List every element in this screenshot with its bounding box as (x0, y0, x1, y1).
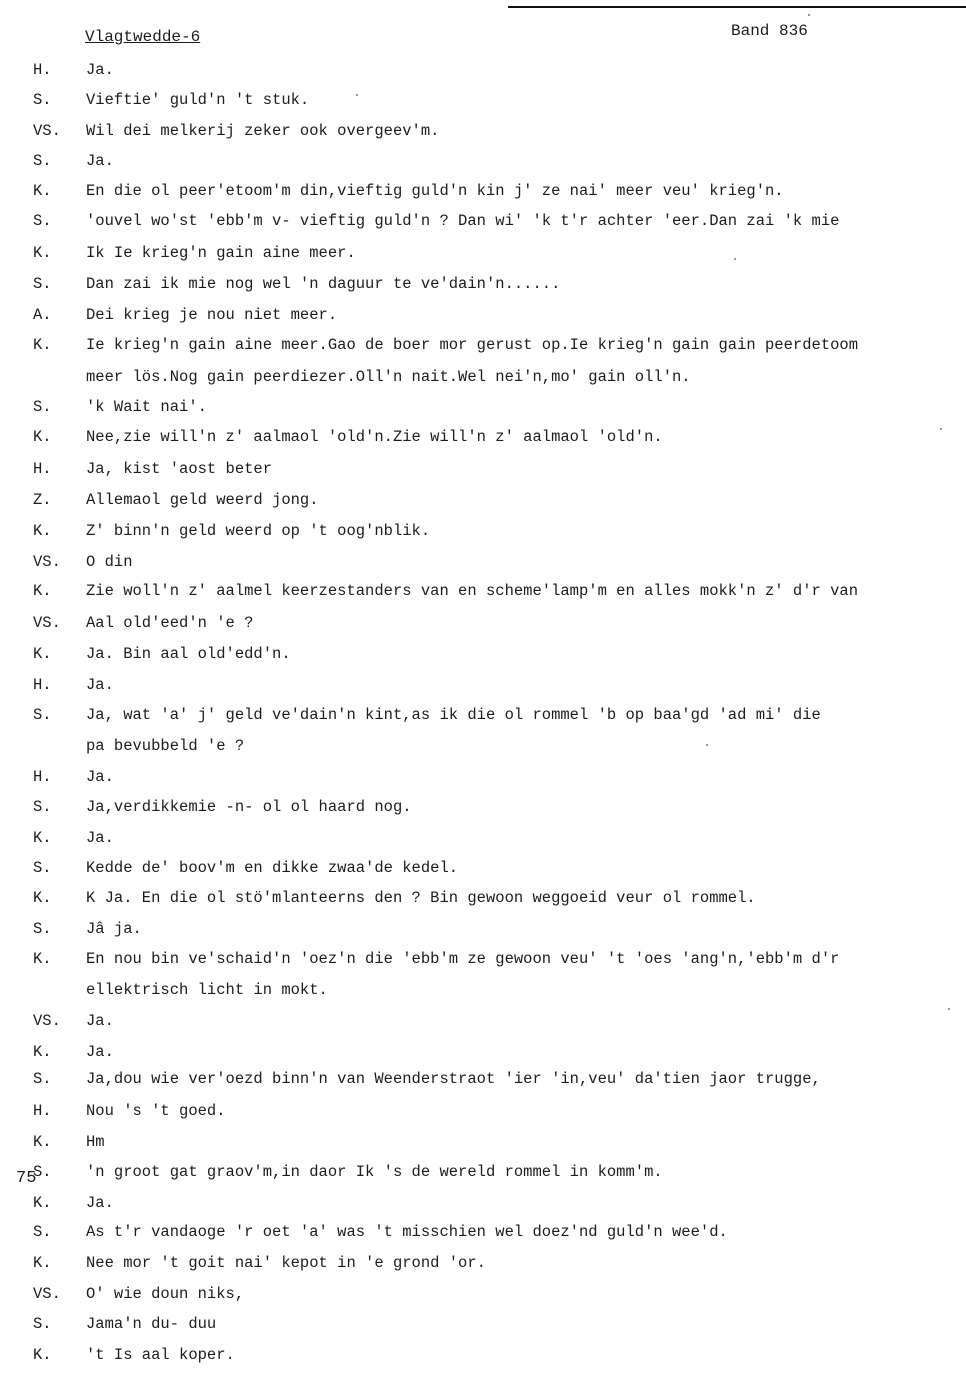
speaker-label: K. (33, 582, 52, 600)
utterance-text: Nee mor 't goit nai' kepot in 'e grond 'or. (86, 1254, 486, 1272)
speaker-label: VS. (33, 614, 61, 632)
speaker-label: K. (33, 1194, 52, 1212)
speaker-label: K. (33, 428, 52, 446)
utterance-text: 't Is aal koper. (86, 1346, 235, 1364)
speaker-label: H. (33, 676, 52, 694)
continuation-line: pa bevubbeld 'e ? (86, 737, 245, 755)
utterance-text: O din (86, 553, 133, 571)
utterance-text: Nou 's 't goed. (86, 1102, 226, 1120)
utterance-text: En nou bin ve'schaid'n 'oez'n die 'ebb'm ze gewoon veu' 't 'oes 'ang'n,'ebb'm d'r (86, 950, 840, 968)
speck (948, 1008, 950, 1010)
speaker-label: H. (33, 768, 52, 786)
speaker-label: K. (33, 522, 52, 540)
utterance-text: Ja. (86, 768, 114, 786)
speaker-label: S. (33, 91, 52, 109)
speaker-label: K. (33, 1133, 52, 1151)
utterance-text: Zie woll'n z' aalmel keerzestanders van en scheme'lamp'm en alles mokk'n z' d'r van (86, 582, 859, 600)
speaker-label: S. (33, 706, 52, 724)
speaker-label: A. (33, 306, 52, 324)
speaker-label: S. (33, 275, 52, 293)
utterance-text: Ja. Bin aal old'edd'n. (86, 645, 291, 663)
continuation-line: meer lös.Nog gain peerdiezer.Oll'n nait.Wel nei'n,mo' gain oll'n. (86, 368, 691, 386)
utterance-text: Ie krieg'n gain aine meer.Gao de boer mor gerust op.Ie krieg'n gain gain peerdetoom (86, 336, 859, 354)
top-rule (508, 6, 966, 8)
utterance-text: Ja, wat 'a' j' geld ve'dain'n kint,as ik die ol rommel 'b op baa'gd 'ad mi' die (86, 706, 821, 724)
utterance-text: Kedde de' boov'm en dikke zwaa'de kedel. (86, 859, 459, 877)
utterance-text: Ja. (86, 1043, 114, 1061)
continuation-line: ellektrisch licht in mokt. (86, 981, 328, 999)
speaker-label: K. (33, 1254, 52, 1272)
speaker-label: S. (33, 152, 52, 170)
speaker-label: S. (33, 398, 52, 416)
utterance-text: Ja. (86, 61, 114, 79)
utterance-text: Jâ ja. (86, 920, 142, 938)
document-title: Vlagtwedde-6 (85, 28, 201, 46)
band-number: Band 836 (731, 22, 808, 40)
speaker-label: K. (33, 1043, 52, 1061)
utterance-text: As t'r vandaoge 'r oet 'a' was 't misschien wel doez'nd guld'n wee'd. (86, 1223, 728, 1241)
utterance-text: Hm (86, 1133, 105, 1151)
utterance-text: Ja, kist 'aost beter (86, 460, 273, 478)
speck (940, 428, 942, 430)
speaker-label: K. (33, 829, 52, 847)
speaker-label: VS. (33, 1285, 61, 1303)
utterance-text: Ja,dou wie ver'oezd binn'n van Weenderstraot 'ier 'in,veu' da'tien jaor trugge, (86, 1070, 821, 1088)
utterance-text: Z' binn'n geld weerd op 't oog'nblik. (86, 522, 431, 540)
speaker-label: H. (33, 1102, 52, 1120)
speaker-label: S. (33, 1223, 52, 1241)
speaker-label: S. (33, 212, 52, 230)
utterance-text: O' wie doun niks, (86, 1285, 245, 1303)
speaker-label: K. (33, 336, 52, 354)
speaker-label: VS. (33, 122, 61, 140)
utterance-text: Dan zai ik mie nog wel 'n daguur te ve'dain'n...... (86, 275, 561, 293)
speaker-label: K. (33, 182, 52, 200)
utterance-text: Ja. (86, 829, 114, 847)
utterance-text: Ik Ie krieg'n gain aine meer. (86, 244, 356, 262)
speck (356, 94, 358, 96)
margin-note: 75 (16, 1169, 37, 1188)
speaker-label: K. (33, 244, 52, 262)
utterance-text: Nee,zie will'n z' aalmaol 'old'n.Zie will'n z' aalmaol 'old'n. (86, 428, 663, 446)
speaker-label: H. (33, 61, 52, 79)
utterance-text: 'ouvel wo'st 'ebb'm v- vieftig guld'n ? Dan wi' 'k t'r achter 'eer.Dan zai 'k mie (86, 212, 840, 230)
speaker-label: H. (33, 460, 52, 478)
utterance-text: Allemaol geld weerd jong. (86, 491, 319, 509)
speaker-label: S. (33, 1315, 52, 1333)
speck (706, 744, 708, 746)
speaker-label: VS. (33, 1012, 61, 1030)
speaker-label: S. (33, 920, 52, 938)
speck (808, 14, 810, 16)
speaker-label: S. (33, 1163, 52, 1181)
speck (734, 258, 736, 260)
utterance-text: Ja. (86, 152, 114, 170)
utterance-text: Wil dei melkerij zeker ook overgeev'm. (86, 122, 440, 140)
utterance-text: Dei krieg je nou niet meer. (86, 306, 338, 324)
speaker-label: K. (33, 645, 52, 663)
utterance-text: 'n groot gat graov'm,in daor Ik 's de wereld rommel in komm'm. (86, 1163, 663, 1181)
utterance-text: Vieftie' guld'n 't stuk. (86, 91, 310, 109)
speaker-label: Z. (33, 491, 52, 509)
utterance-text: Ja,verdikkemie -n- ol ol haard nog. (86, 798, 412, 816)
utterance-text: Ja. (86, 1194, 114, 1212)
speaker-label: S. (33, 798, 52, 816)
speaker-label: K. (33, 1346, 52, 1364)
utterance-text: K Ja. En die ol stö'mlanteerns den ? Bin gewoon weggoeid veur ol rommel. (86, 889, 756, 907)
speaker-label: S. (33, 1070, 52, 1088)
speaker-label: S. (33, 859, 52, 877)
utterance-text: Ja. (86, 1012, 114, 1030)
speaker-label: K. (33, 889, 52, 907)
utterance-text: 'k Wait nai'. (86, 398, 207, 416)
utterance-text: Ja. (86, 676, 114, 694)
utterance-text: En die ol peer'etoom'm din,vieftig guld'n kin j' ze nai' meer veu' krieg'n. (86, 182, 784, 200)
speaker-label: K. (33, 950, 52, 968)
speaker-label: VS. (33, 553, 61, 571)
utterance-text: Jama'n du- duu (86, 1315, 217, 1333)
utterance-text: Aal old'eed'n 'e ? (86, 614, 254, 632)
